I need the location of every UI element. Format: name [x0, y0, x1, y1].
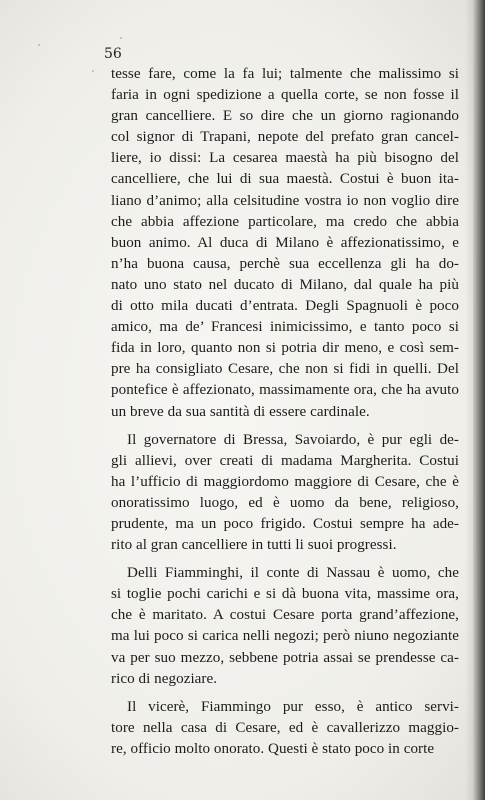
text-line: pre ha consigliato Cesare, che non si fidi in quelli. Del: [111, 361, 459, 378]
text-line: si toglie pochi carichi e si dà buona vita, massime ora,: [111, 586, 459, 603]
paragraph: [111, 430, 459, 557]
text-line: un breve da sua santità di essere cardinale.: [111, 403, 370, 420]
text-line: fida in loro, quanto non si potria dir meno, e così sem-: [111, 340, 459, 357]
text-line: va per suo mezzo, sebbene potria assai se prendesse ca-: [111, 649, 459, 666]
text-line: ma lui poco si carica nelli negozi; però niuno negoziante: [111, 628, 459, 645]
text-line: rico di negoziare.: [111, 670, 218, 687]
text-line: Delli Fiamminghi, il conte di Nassau è uomo, che: [127, 565, 459, 582]
text-line: n’ha buona causa, perchè sua eccellenza gli ha do-: [111, 255, 459, 272]
text-line: rito al gran cancelliere in tutti li suoi progressi.: [111, 537, 397, 554]
text-line: prudente, ma un poco frigido. Costui sempre ha ade-: [111, 515, 459, 532]
text-line: onoratissimo luogo, ed è uomo da bene, religioso,: [111, 494, 459, 511]
page-edge: [473, 0, 485, 800]
text-line: pontefice è affezionato, massimamente ora, che ha avuto: [111, 382, 459, 399]
text-line: gran cancelliere. E so dire che un giorno ragionando: [111, 108, 459, 125]
page-number: 56: [104, 46, 122, 62]
text-line: faria in ogni spedizione a quella corte, se non fosse il: [111, 87, 459, 104]
text-line: cancelliere, che lui di sua maestà. Costui è buon ita-: [111, 171, 459, 188]
text-line: Il vicerè, Fiammingo pur esso, è antico servi-: [127, 698, 459, 715]
page-gutter-shadow: [465, 0, 473, 800]
text-line: col signor di Trapani, nepote del prefato gran cancel-: [111, 129, 459, 146]
text-line: che abbia affezione particolare, ma credo che abbia: [111, 213, 459, 230]
body-text: [111, 64, 459, 767]
paper-speck: [38, 44, 40, 46]
text-line: tore nella casa di Cesare, ed è cavallerizzo maggio-: [111, 719, 459, 736]
text-line: nato uno stato nel ducato di Milano, dal quale ha più: [111, 276, 459, 293]
text-line: che è maritato. A costui Cesare porta grand’affezione,: [111, 607, 459, 624]
paragraph: [111, 563, 459, 690]
paper-speck: [120, 37, 122, 39]
text-line: liano d’animo; alla celsitudine vostra io non voglio dire: [111, 192, 459, 209]
text-line: amico, ma de’ Francesi inimicissimo, e tanto poco si: [111, 319, 459, 336]
paragraph: [111, 64, 459, 423]
paper-speck: [92, 70, 94, 72]
paragraph: [111, 697, 459, 760]
text-line: buon animo. Al duca di Milano è affezionatissimo, e: [111, 234, 459, 251]
text-line: tesse fare, come la fa lui; talmente che malissimo si: [111, 66, 459, 82]
text-line: liere, io dissi: La cesarea maestà ha più bisogno del: [111, 150, 459, 167]
text-line: Il governatore di Bressa, Savoiardo, è pur egli de-: [127, 431, 459, 448]
text-line: re, officio molto onorato. Questi è stato poco in corte: [111, 740, 435, 757]
text-line: di otto mila ducati d’entrata. Degli Spagnuoli è poco: [111, 298, 459, 315]
text-line: ha l’ufficio di maggiordomo maggiore di Cesare, che è: [111, 473, 459, 490]
text-line: gli allievi, over creati di madama Margherita. Costui: [111, 452, 459, 469]
